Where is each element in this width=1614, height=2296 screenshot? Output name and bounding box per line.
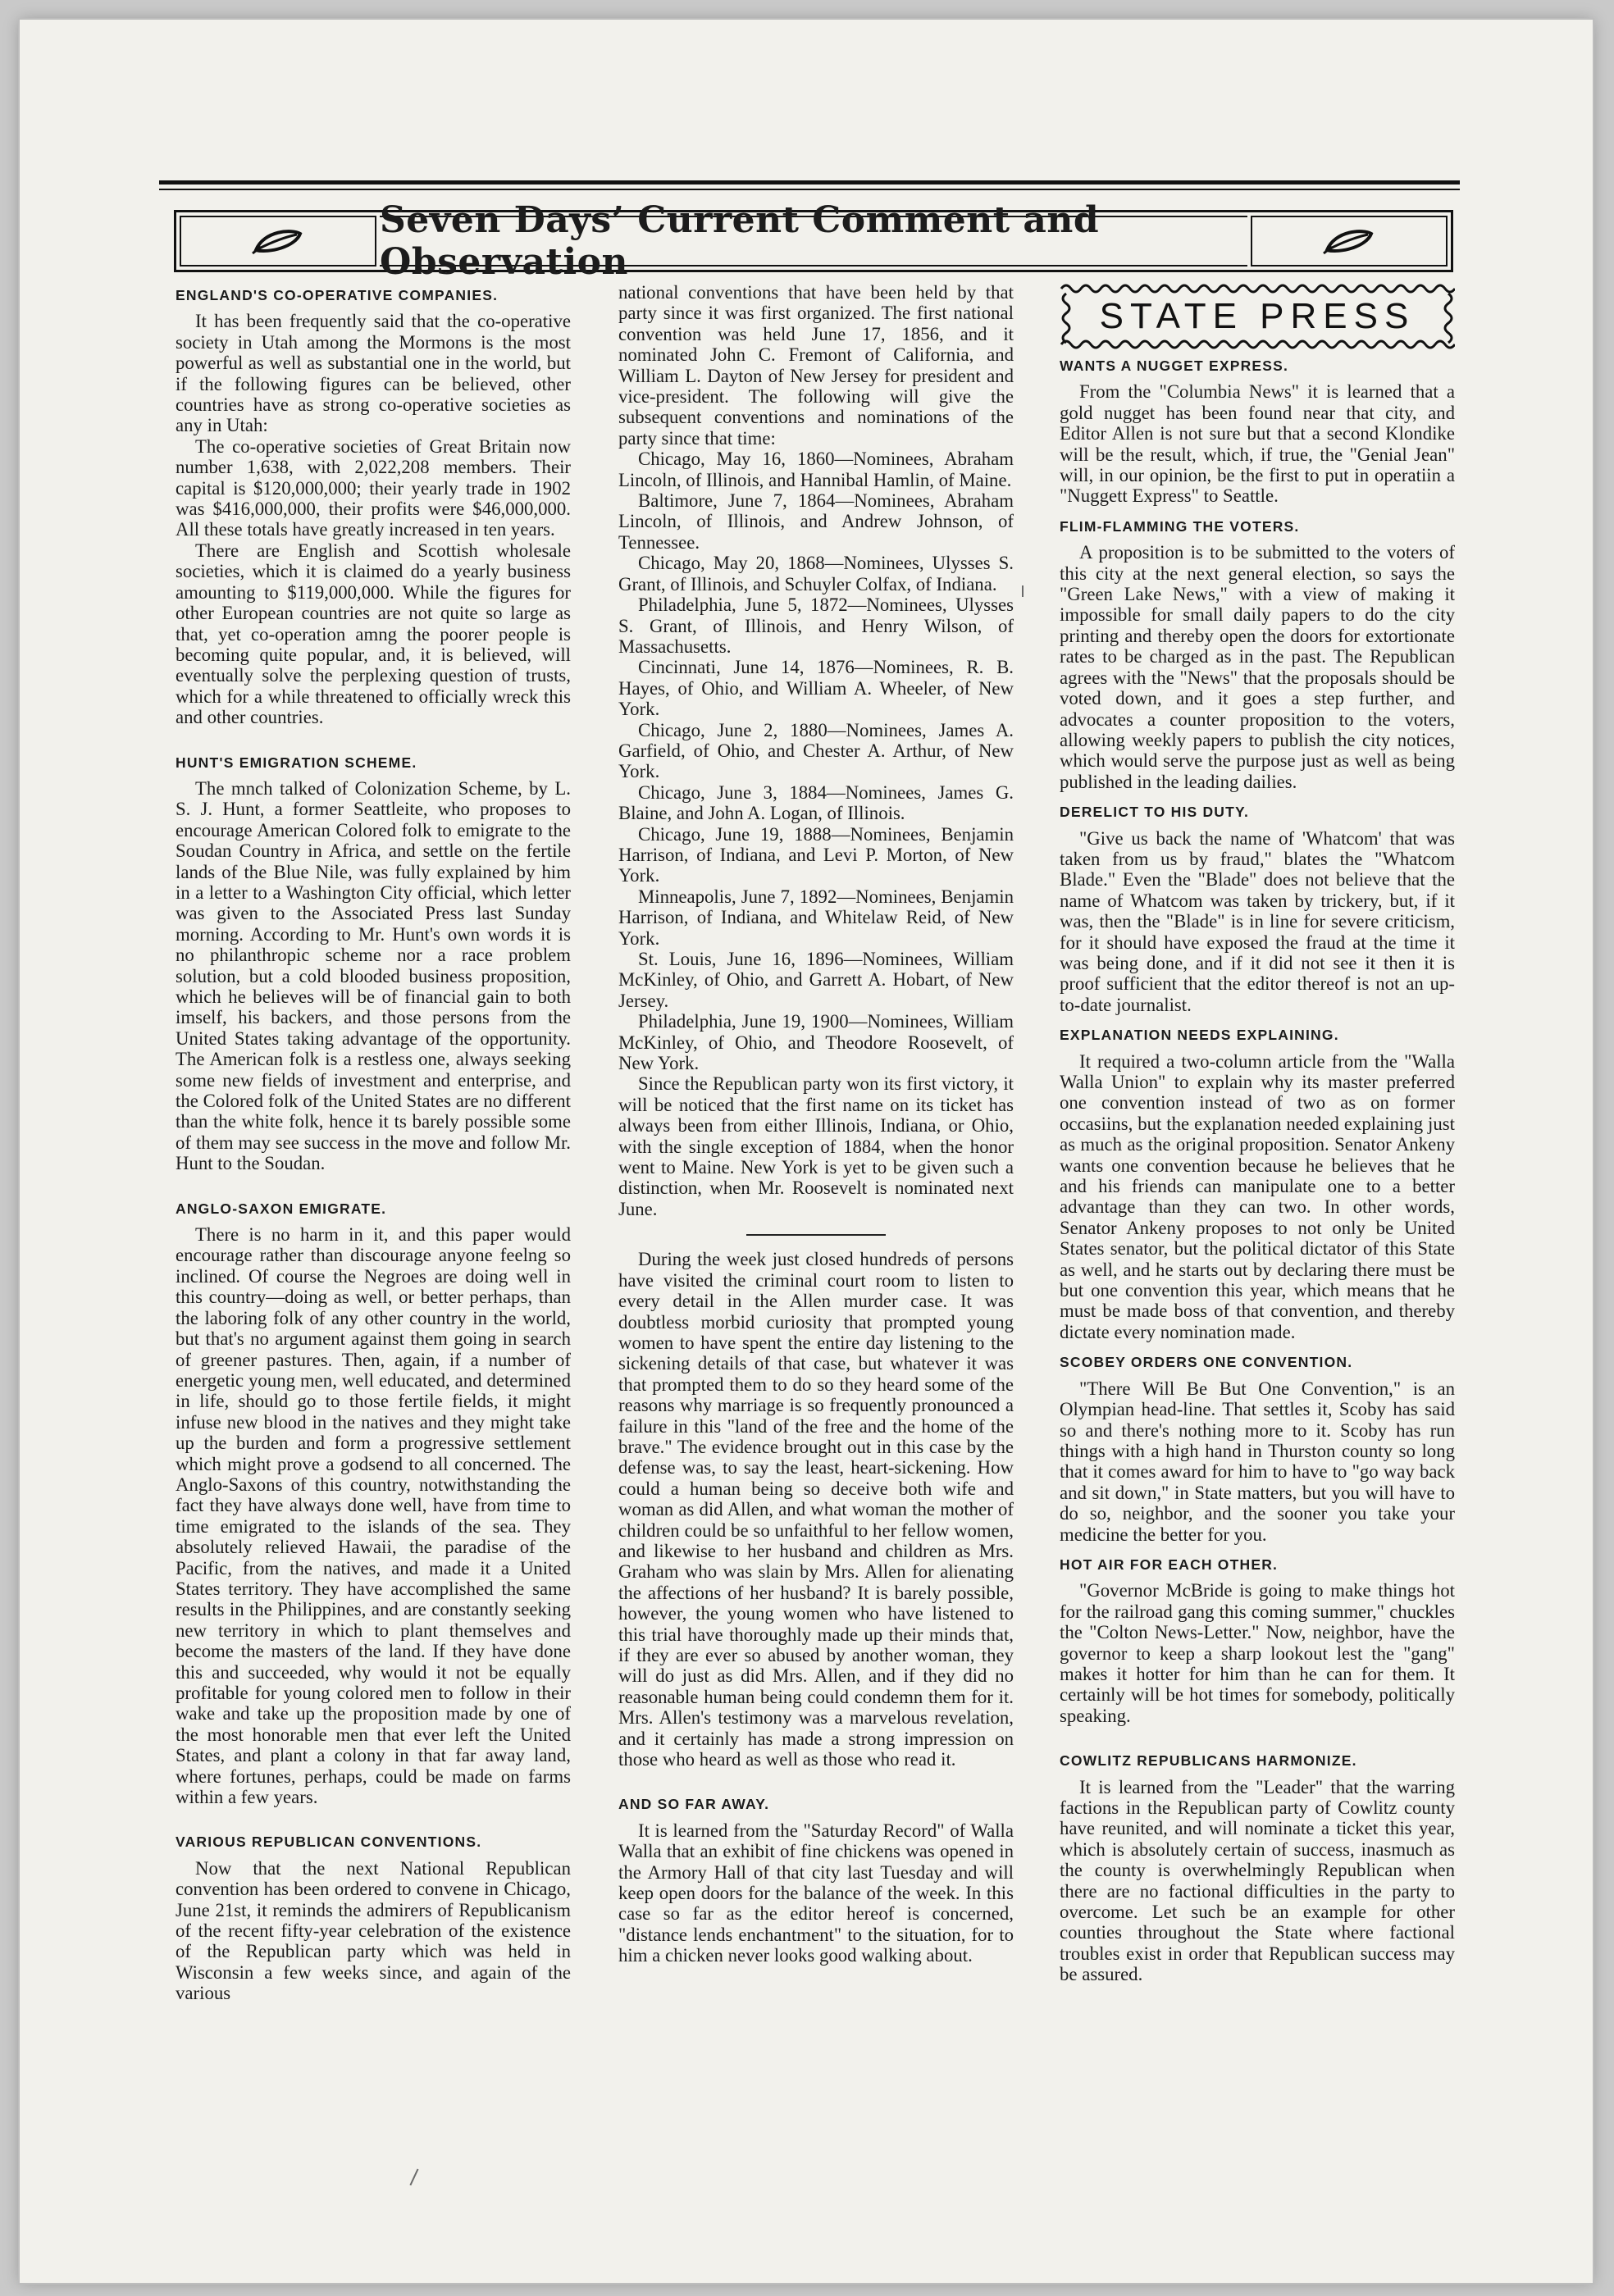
paragraph: Now that the next National Republican convention has been ordered to convene in Chicago, June 21st, it reminds the admirers of Republicanism of the recent fifty-year celebration of the existence of the Republican party which was held in Wisconsin a few weeks since, and again of the various	[176, 1857, 571, 2004]
heading-hunts-emigration: HUNT'S EMIGRATION SCHEME.	[176, 754, 417, 771]
convention-entry: Chicago, June 3, 1884—Nominees, James G. Blaine, and John A. Logan, of Illinois.	[618, 781, 1014, 824]
convention-entry: Chicago, June 19, 1888—Nominees, Benjamin Harrison, of Indiana, and Levi P. Morton, of New York.	[618, 823, 1014, 886]
convention-entry: Minneapolis, June 7, 1892—Nominees, Benjamin Harrison, of Indiana, and Whitelaw Reid, of New York.	[618, 886, 1014, 949]
leaf-ornament-icon	[1320, 227, 1378, 255]
convention-entry: Baltimore, June 7, 1864—Nominees, Abraham Lincoln, of Illinois, and Andrew Johnson, of Tennessee.	[618, 490, 1014, 553]
paragraph: It is learned from the "Leader" that the warring factions in the Republican party of Cowlitz county have reunited, and will nominate a ticket this year, which is absolutely certain of success, inasmuch as the county is overwhelmingly Republican when there are no factional difficulties in the party to overcome. Let such be an example for other counties throughout the State where factional troubles exist in order that Republican success may be assured.	[1060, 1776, 1455, 1985]
paragraph: There is no harm in it, and this paper would encourage rather than discourage anyone feelng so inclined. Of course the Negroes are doing well in this country—doing as well, or better perhaps, than the laboring folk of any other country in the world, but that's no argument against them going in search of greener pastures. Then, again, if a number of energetic young men, well educated, and determined in life, should go to those fertile fields, it might infuse new blood in the natives and they might take up the burden and form a progressive settlement which might prove a godsend to all concerned. The Anglo-Saxons of this country, notwithstanding the fact they have always done well, have from time to time emigrated to the islands of the sea. They absolutely relieved Hawaii, the paradise of the Pacific, from the natives, and made it a United States territory. They have accomplished the same results in the Philippines, and are constantly seeking new territory in which to plant themselves and become the masters of the land. If they have done this and succeeded, why would it not be equally profitable for young colored men to follow in their wake and take up the proposition made by one of the most honorable men that ever left the United States, and plant a colony in that far away land, where fortunes, perhaps, could be made on farms within a few years.	[176, 1224, 571, 1808]
paragraph: "Governor McBride is going to make things hot for the railroad gang this coming summer," chuckles the "Colton News-Letter." Now, neighbor, have the governor to keep a sharp lookout lest the "gang" makes it hotter for him than he can for them. It certainly will be hot times for somebody, politically speaking.	[1060, 1580, 1455, 1726]
heading-derelict: DERELICT TO HIS DUTY.	[1060, 804, 1250, 821]
paragraph: "There Will Be But One Convention," is an Olympian head-line. That settles it, Scoby has said so and there's nothing more to it. Scoby has run things with a high hand in Thurston county so long that it comes award for him to have to "go way back and sit down," in State matters, but you will have to do so, neighbor, and the sooner you take your medicine the better for you.	[1060, 1378, 1455, 1545]
masthead-right-box	[1251, 216, 1448, 266]
masthead-title: Seven Days’ Current Comment and Observation	[380, 216, 1247, 266]
heading-hot-air: HOT AIR FOR EACH OTHER.	[1060, 1556, 1279, 1573]
paragraph: During the week just closed hundreds of persons have visited the criminal court room to listen to every detail in the Allen murder case. It was doubtless morbid curiosity that prompted young women to have spent the entire day listening to the sickening details of that case, but whatever it was that prompted them to do so they heard some of the reasons why marriage is so frequently pronounced a failure in this "land of the free and the home of the brave." The evidence brought out in this case by the defense was, to say the least, heart-sickening. How could a human being so deceive both wife and woman as did Allen, and what woman the mother of children could be so unfaithful to her fellow women, and likewise to her husband and children as Mrs. Graham who was slain by Mrs. Allen for alienating the affections of her husband? It is barely possible, however, the young women who have listened to this trial have thoroughly made up their minds that, if they are ever so abused by another woman, they will do just as did Mrs. Allen, and if they did no reasonable human being could condemn them for it. Mrs. Allen's testimony was a marvelous revelation, and it certainly has made a strong impression on those who heard as well as those who read it.	[618, 1249, 1014, 1770]
top-rule-thin	[159, 189, 1460, 190]
heading-anglo-saxon: ANGLO-SAXON EMIGRATE.	[176, 1200, 387, 1217]
convention-entry: Philadelphia, June 19, 1900—Nominees, William McKinley, of Ohio, and Theodore Roosevelt, of New York.	[618, 1011, 1014, 1074]
paragraph: national conventions that have been held by that party since it was first organized. The first national convention was held June 17, 1856, and it nominated John C. Fremont of California, and William L. Dayton of New Jersey for president and vice-president. The following will give the subsequent conventions and nominations of the party since that time:	[618, 282, 1014, 449]
column-left	[176, 282, 571, 2004]
paragraph: It has been frequently said that the co-operative society in Utah among the Mormons is the most powerful as well as substantial one in the world, but if the following figures can be believed, other countries have as strong co-operative societies as any in Utah:	[176, 311, 571, 436]
heading-cowlitz: COWLITZ REPUBLICANS HARMONIZE.	[1060, 1752, 1357, 1770]
scan-speck	[1022, 585, 1024, 597]
masthead-banner	[174, 199, 1453, 283]
heading-and-so-far-away: AND SO FAR AWAY.	[618, 1796, 770, 1813]
convention-entry: Chicago, May 20, 1868—Nominees, Ulysses S. Grant, of Illinois, and Schuyler Colfax, of Indiana.	[618, 553, 1014, 594]
heading-nugget-express: WANTS A NUGGET EXPRESS.	[1060, 358, 1289, 374]
masthead-left-box	[180, 216, 376, 266]
convention-entry: Cincinnati, June 14, 1876—Nominees, R. B. Hayes, of Ohio, and William A. Wheeler, of New York.	[618, 657, 1014, 720]
column-right	[1060, 282, 1455, 1985]
paragraph: A proposition is to be submitted to the voters of this city at the next general election, so says the "Green Lake News," with a view of making it impossible for small daily papers to do the city printing and thereby open the doors for extortionate rates to be charged as in the past. The Republican agrees with the "News" that the proposals should be voted down, and it goes a step further, and advocates a counter proposition to the voters, allowing weekly papers to publish the city notices, which would serve the purpose just as well as being published in the leading dailies.	[1060, 542, 1455, 792]
convention-entry: Philadelphia, June 5, 1872—Nominees, Ulysses S. Grant, of Illinois, and Henry Wilson, of Massachusetts.	[618, 594, 1014, 657]
paragraph: Since the Republican party won its first victory, it will be noticed that the first name on its ticket has always been from either Illinois, Indiana, or Ohio, with the single exception of 1884, when the honor went to Maine. New York is yet to be given such a distinction, when Mr. Roosevelt is nominated next June.	[618, 1073, 1014, 1219]
paragraph: From the "Columbia News" it is learned that a gold nugget has been found near that city, and Editor Allen is not sure but that a second Klondike will be the result, which, if true, the "Genial Jean" will, in our opinion, be the first to put in operatiin a "Nuggett Express" to Seattle.	[1060, 381, 1455, 507]
heading-englands-cooperative: ENGLAND'S CO-OPERATIVE COMPANIES.	[176, 287, 499, 303]
heading-republican-conventions: VARIOUS REPUBLICAN CONVENTIONS.	[176, 1834, 482, 1851]
heading-scobey: SCOBEY ORDERS ONE CONVENTION.	[1060, 1354, 1353, 1371]
paragraph: There are English and Scottish wholesale societies, which it is claimed do a yearly business amounting to $119,000,000. While the figures for other European countries are not quite so large as that, yet co-operation amng the poorer people is becoming quite popular, and, it is believed, will eventually solve the perplexing question of trusts, which for a while threatened to officially wreck this and other countries.	[176, 540, 571, 728]
column-middle	[618, 282, 1014, 1966]
scan-speck	[409, 2169, 418, 2186]
leaf-ornament-icon	[249, 227, 307, 255]
paragraph: It is learned from the "Saturday Record" of Walla Walla that an exhibit of fine chickens was opened in the Armory Hall of that city last Tuesday and will keep open doors for the balance of the week. In this case so far as the editor hereof is concerned, "distance lends enchantment" to the situation, for to him a chicken never looks good walking about.	[618, 1820, 1014, 1966]
convention-entry: Chicago, May 16, 1860—Nominees, Abraham Lincoln, of Illinois, and Hannibal Hamlin, of Maine.	[618, 449, 1014, 490]
paragraph: The co-operative societies of Great Britain now number 1,638, with 2,022,208 members. Their capital is $120,000,000; their yearly trade in 1902 was $416,000,000, their profits were $46,000,000. All these totals have greatly increased in ten years.	[176, 435, 571, 540]
paragraph: The mnch talked of Colonization Scheme, by L. S. J. Hunt, a former Seattleite, who proposes to encourage American Colored folk to emigrate to the Soudan Country in Africa, and settle on the fertile lands of the Blue Nile, was fully explained by him in a letter to a Washington City official, which letter was given to the Associated Press last Sunday morning. According to Mr. Hunt's own words it is no philanthropic scheme nor a race problem solution, but a cold blooded business proposition, which he believes will be of financial gain to both imself, his backers, and those persons from the United States taking advantage of the opportunity. The American folk is a restless one, always seeking some new fields of investment and enterprise, and the Colored folk of the United States are no different than the white folk, hence it ts barely possible some of them may see success in the move and follow Mr. Hunt to the Soudan.	[176, 777, 571, 1174]
paragraph: It required a two-column article from the "Walla Walla Union" to explain why its master preferred one convention instead of two as on former occasiins, but the explanation needed explaining just as much as the original proposition. Senator Ankeny wants one convention because he believes that he and his friends can manipulate one to a better advantage than they can two. In other words, Senator Ankeny proposes to not only be United States senator, but the political dictator of this State as well, and he starts out by declaring there must be but one convention this year, which means that he must be made boss of that convention, and thereby dictate every nomination made.	[1060, 1050, 1455, 1342]
convention-entry: Chicago, June 2, 1880—Nominees, James A. Garfield, of Ohio, and Chester A. Arthur, of New York.	[618, 719, 1014, 782]
newspaper-page	[20, 20, 1593, 2283]
section-divider	[746, 1234, 886, 1236]
heading-flim-flamming: FLIM-FLAMMING THE VOTERS.	[1060, 517, 1300, 535]
heading-explanation: EXPLANATION NEEDS EXPLAINING.	[1060, 1027, 1339, 1044]
state-press-title: STATE PRESS	[1099, 296, 1416, 337]
convention-entry: St. Louis, June 16, 1896—Nominees, William McKinley, of Ohio, and Garrett A. Hobart, of New Jersey.	[618, 949, 1014, 1011]
state-press-banner	[1060, 282, 1455, 351]
top-rule-thick	[159, 180, 1460, 184]
paragraph: "Give us back the name of 'Whatcom' that was taken from us by fraud," blates the "Whatcom Blade." Even the "Blade" does not believe that the name of Whatcom was taken by trickery, but, if it was, then the "Blade" is in line for severe criticism, for it should have exposed the fraud at the time it was being done, and if it did not see it then it is proof sufficient that the editor thereof is not an up-to-date journalist.	[1060, 827, 1455, 1015]
